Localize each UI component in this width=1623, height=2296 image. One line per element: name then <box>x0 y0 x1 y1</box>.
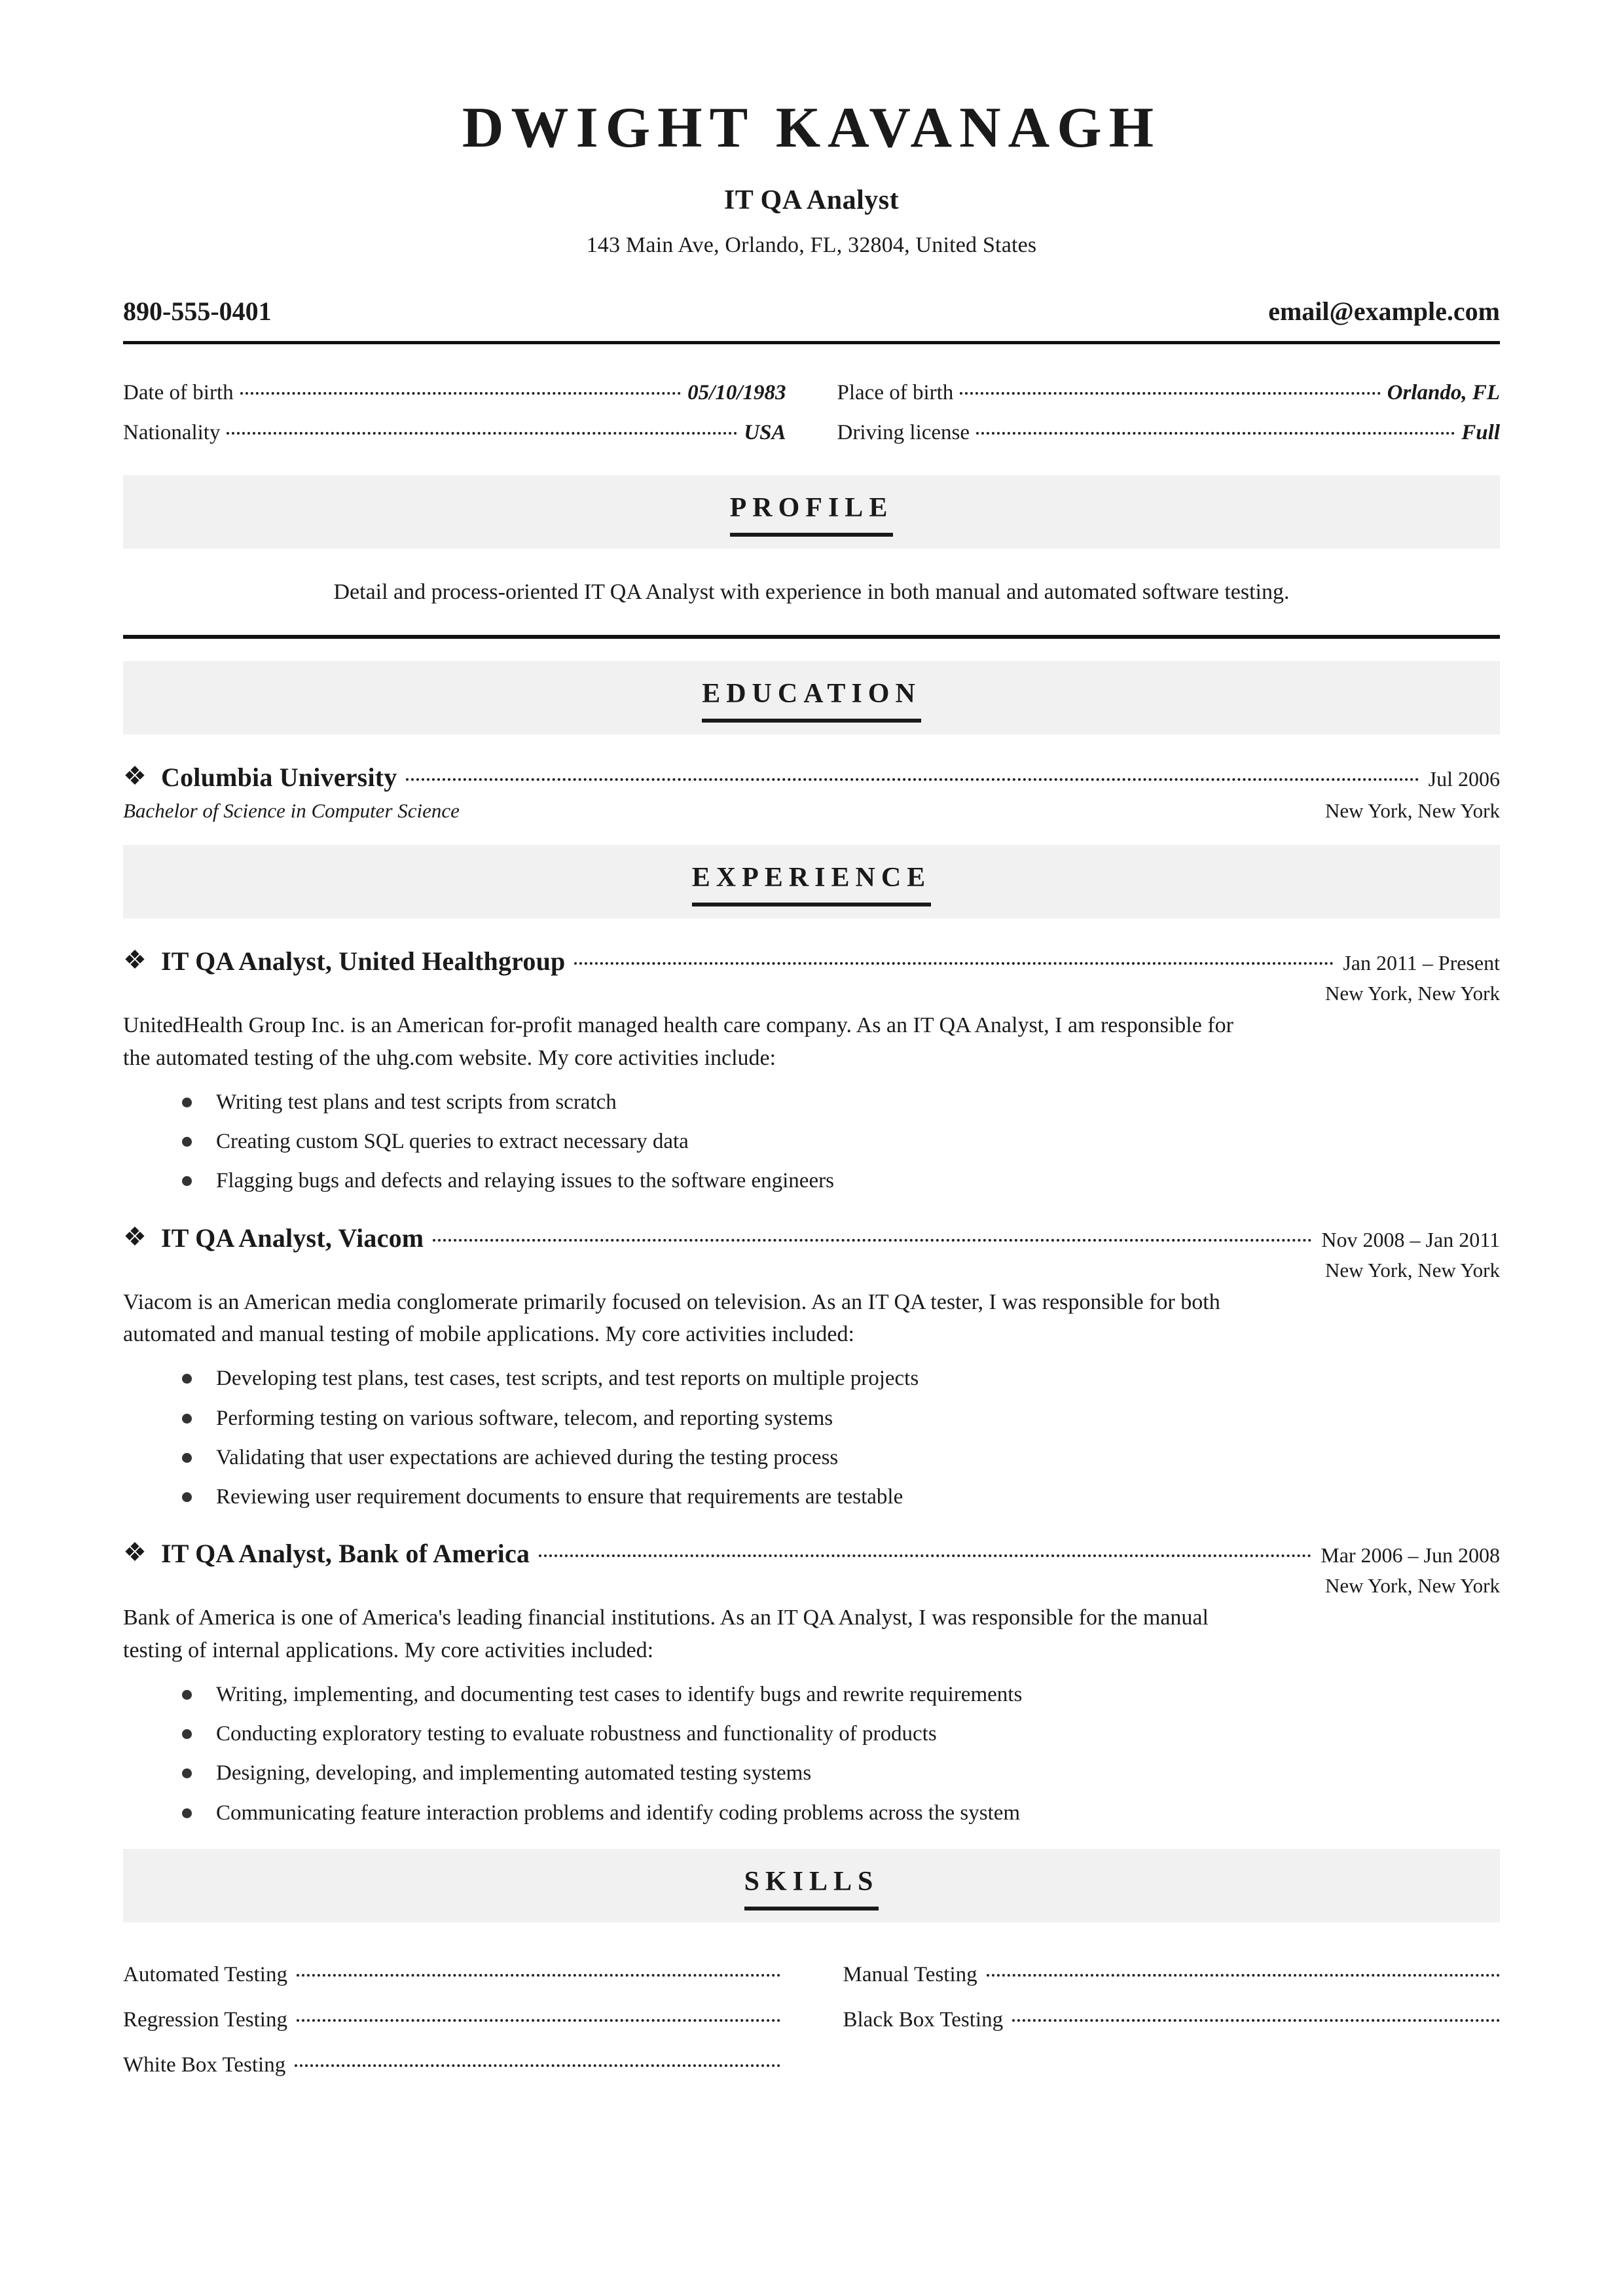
diamond-bullet-icon: ❖ <box>123 1537 147 1568</box>
detail-label: Date of birth <box>123 381 234 405</box>
list-item: Flagging bugs and defects and relaying issues to the software engineers <box>182 1167 1500 1194</box>
dotted-leader <box>433 1239 1312 1242</box>
skill-name: White Box Testing <box>123 2053 286 2077</box>
education-institution: Columbia University <box>161 762 397 793</box>
dotted-leader <box>295 2064 780 2067</box>
dotted-leader <box>297 1974 780 1977</box>
dotted-leader <box>574 962 1334 965</box>
list-item: Validating that user expectations are achieved during the testing process <box>182 1444 1500 1471</box>
experience-description: UnitedHealth Group Inc. is an American for-profit managed health care company. As an IT QA Analyst, I am responsible for the automated testing of the uhg.com website. My core activities include: <box>123 1013 1233 1070</box>
candidate-address: 143 Main Ave, Orlando, FL, 32804, United States <box>586 233 1037 258</box>
detail-value: 05/10/1983 <box>687 381 786 405</box>
section-header-profile <box>123 475 1500 548</box>
section-title: SKILLS <box>744 1866 879 1910</box>
education-entry-sub <box>123 799 1500 823</box>
experience-job-title: IT QA Analyst, United Healthgroup <box>161 946 566 977</box>
section-header-skills <box>123 1849 1500 1922</box>
experience-location: New York, New York <box>1325 982 1500 1005</box>
experience-location: New York, New York <box>1325 1574 1500 1598</box>
list-item: Creating custom SQL queries to extract necessary data <box>182 1128 1500 1155</box>
diamond-bullet-icon: ❖ <box>123 1221 147 1251</box>
skill-name: Regression Testing <box>123 2007 287 2032</box>
experience-entry-sub <box>123 1259 1500 1282</box>
detail-label: Nationality <box>123 421 221 445</box>
section-title: PROFILE <box>730 492 894 537</box>
education-entry-head <box>123 762 1500 793</box>
experience-date: Mar 2006 – Jun 2008 <box>1321 1543 1500 1568</box>
dotted-leader <box>227 432 737 435</box>
experience-location: New York, New York <box>1325 1258 1500 1282</box>
resume-header <box>123 0 1500 258</box>
experience-job-title: IT QA Analyst, Viacom <box>161 1223 424 1253</box>
detail-row <box>123 373 786 413</box>
header-divider <box>123 341 1500 344</box>
skill-name: Black Box Testing <box>843 2007 1004 2032</box>
detail-row <box>837 373 1501 413</box>
experience-entry-head <box>123 946 1500 977</box>
candidate-name: DWIGHT KAVANAGH <box>462 96 1161 160</box>
detail-value: Orlando, FL <box>1387 381 1500 405</box>
dotted-leader <box>1012 2019 1500 2022</box>
personal-details-grid <box>123 373 1500 453</box>
experience-entry-sub <box>123 1574 1500 1598</box>
experience-bullet-list <box>123 1365 1500 1511</box>
experience-bullet-list <box>123 1088 1500 1195</box>
skill-item <box>843 1952 1501 1998</box>
detail-value: USA <box>744 421 786 445</box>
diamond-bullet-icon: ❖ <box>123 761 147 791</box>
experience-entry <box>123 1538 1500 1827</box>
skill-item <box>123 1998 780 2043</box>
experience-entry <box>123 1223 1500 1511</box>
profile-divider <box>123 635 1500 639</box>
list-item: Writing test plans and test scripts from scratch <box>182 1088 1500 1116</box>
experience-entry-sub <box>123 982 1500 1005</box>
diamond-bullet-icon: ❖ <box>123 945 147 975</box>
phone-number[interactable]: 890-555-0401 <box>123 296 272 327</box>
list-item: Conducting exploratory testing to evaluate robustness and functionality of products <box>182 1720 1500 1748</box>
list-item: Communicating feature interaction problems and identify coding problems across the system <box>182 1799 1500 1827</box>
experience-job-title: IT QA Analyst, Bank of America <box>161 1539 530 1569</box>
experience-date: Jan 2011 – Present <box>1343 951 1500 975</box>
dotted-leader <box>240 392 682 395</box>
section-title: EXPERIENCE <box>692 862 931 906</box>
skill-item <box>843 1998 1501 2043</box>
email-address[interactable]: email@example.com <box>1268 296 1500 327</box>
contact-row <box>123 296 1500 327</box>
section-header-experience <box>123 845 1500 918</box>
education-entry <box>123 762 1500 823</box>
dotted-leader <box>987 1974 1500 1977</box>
experience-bullet-list <box>123 1681 1500 1827</box>
dotted-leader <box>297 2019 780 2022</box>
education-location: New York, New York <box>1325 799 1500 823</box>
experience-entry-head <box>123 1538 1500 1569</box>
detail-row <box>123 413 786 453</box>
experience-entry <box>123 946 1500 1194</box>
experience-description: Viacom is an American media conglomerate primarily focused on television. As an IT QA tester, I was responsible for both automated and manual testing of mobile applications. My core activities included: <box>123 1289 1220 1346</box>
skills-grid <box>123 1952 1500 2088</box>
education-date: Jul 2006 <box>1428 767 1500 791</box>
dotted-leader <box>539 1554 1311 1557</box>
dotted-leader <box>976 432 1455 435</box>
skill-item <box>123 2043 780 2088</box>
list-item: Designing, developing, and implementing automated testing systems <box>182 1759 1500 1787</box>
candidate-job-title: IT QA Analyst <box>723 185 900 216</box>
skill-name: Automated Testing <box>123 1962 287 1986</box>
profile-summary: Detail and process-oriented IT QA Analyst with experience in both manual and automated software testing. <box>333 580 1290 605</box>
skill-item <box>123 1952 780 1998</box>
list-item: Developing test plans, test cases, test scripts, and test reports on multiple projects <box>182 1365 1500 1392</box>
list-item: Performing testing on various software, telecom, and reporting systems <box>182 1405 1500 1432</box>
detail-label: Driving license <box>837 421 970 445</box>
list-item: Reviewing user requirement documents to ensure that requirements are testable <box>182 1483 1500 1511</box>
education-degree: Bachelor of Science in Computer Science <box>123 799 460 823</box>
list-item: Writing, implementing, and documenting test cases to identify bugs and rewrite requirements <box>182 1681 1500 1708</box>
section-header-education <box>123 661 1500 734</box>
skill-name: Manual Testing <box>843 1962 977 1986</box>
dotted-leader <box>960 392 1380 395</box>
experience-description: Bank of America is one of America's leading financial institutions. As an IT QA Analyst, I was responsible for the manual testing of internal applications. My core activities included: <box>123 1605 1209 1662</box>
detail-value: Full <box>1461 421 1500 445</box>
detail-row <box>837 413 1501 453</box>
dotted-leader <box>406 778 1419 781</box>
experience-entry-head <box>123 1223 1500 1253</box>
detail-label: Place of birth <box>837 381 954 405</box>
section-title: EDUCATION <box>702 678 921 723</box>
experience-date: Nov 2008 – Jan 2011 <box>1321 1227 1500 1251</box>
